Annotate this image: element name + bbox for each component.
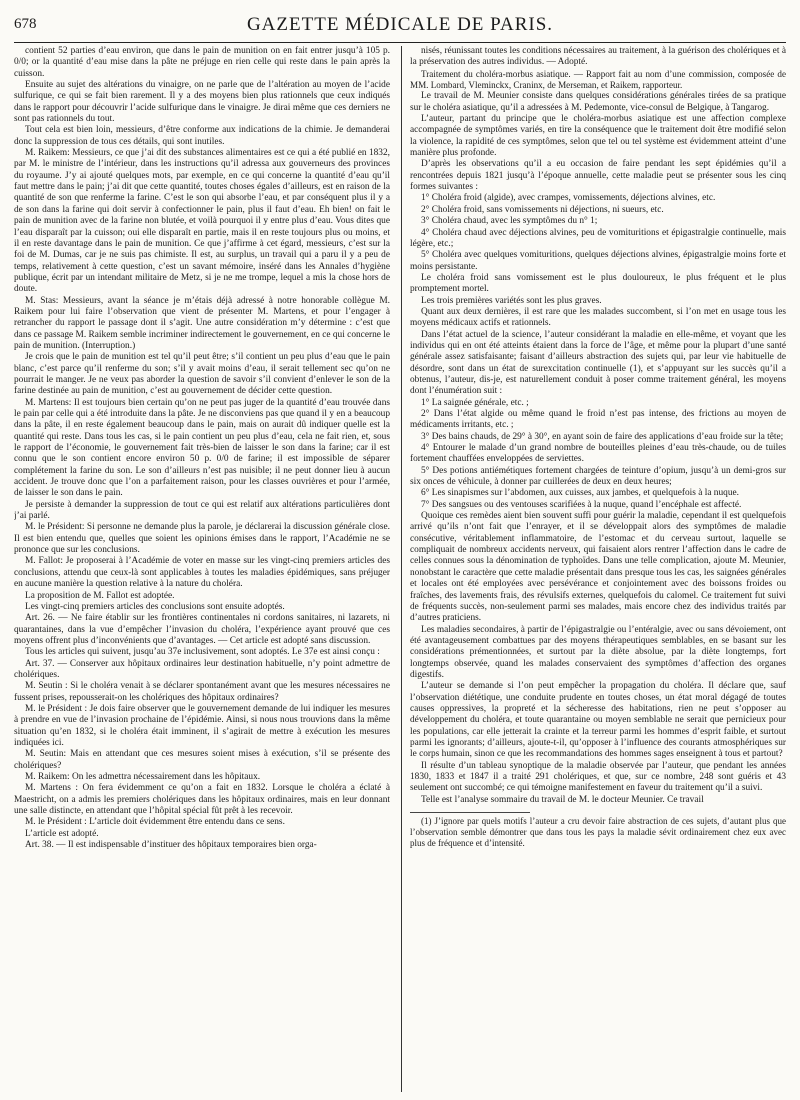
- list-item: 3° Des bains chauds, de 29° à 30°, en ayant soin de faire des applications d’eau froide sur la tête;: [421, 431, 784, 442]
- paragraph: nisés, réunissant toutes les conditions nécessaires au traitement, à la guérison des cholériques et à la préservation des autres individus. — Adopté.: [410, 46, 786, 68]
- list-item: 7° Des sangsues ou des ventouses scarifiées à la nuque, quand l’encéphale est affecté.: [421, 499, 742, 510]
- paragraph: La proposition de M. Fallot est adoptée.: [25, 590, 175, 601]
- paragraph: L’auteur, partant du principe que le choléra-morbus asiatique est une affection complexe accompagnée de symptômes variés, en tire la conséquence que le traitement doit être modifié selon la violence, la rapidité de ces symptômes, selon que tel ou tel système est évidemment atteint d’une manière plus profonde.: [410, 114, 786, 159]
- list-item: 6° Les sinapismes sur l’abdomen, aux cuisses, aux jambes, et quelquefois à la nuque.: [421, 488, 739, 499]
- paragraph: Le choléra froid sans vomissement est le plus douloureux, le plus fréquent et le plus promptement mortel.: [410, 272, 786, 295]
- paragraph: M. Fallot: Je proposerai à l’Académie de voter en masse sur les vingt-cinq premiers articles des conclusions, attendu que ceux-là sont applicables à toutes les maladies épidémiques, sans préjuger en aucune manière la question relative à la nature du choléra.: [14, 556, 390, 590]
- paragraph: Il résulte d’un tableau synoptique de la maladie observée par l’auteur, que pendant les années 1830, 1833 et 1847 il a traité 291 cholériques, et que, sur ce nombre, 248 sont guéris et 43 seulement ont succombé; ce qui témoigne manifestement en faveur du traitement qu’il a suivi.: [410, 760, 786, 794]
- paragraph: M. Martens: Il est toujours bien certain qu’on ne peut pas juger de la quantité d’eau trouvée dans le pain par celle qui a été introduite dans la pâte. Je ne disconviens pas que quand il y en a beaucoup dans la pâte, il en reste également beaucoup dans le pain, mais on aurait dû indiquer quelle est la quantité qui reste. Dans tous les cas, si le pain contient un peu plus d’eau, cela ne fait rien, et, sous le rapport de l’économie, le gouvernement fait très-bien de laisser le son dans la farine; car il est connu que le son contient encore environ 50 p. 0/0 de farine; il est impossible de séparer complétement la farine du son. Le son d’ailleurs n’est pas nuisible; il ne peut donner lieu à aucun accident. Je trouve donc que l’on a parfaitement raison, pour les classes ouvrières et pour l’armée, de laisser le son dans le pain.: [14, 397, 390, 499]
- footnote-rule: [410, 812, 530, 813]
- paragraph: Quoique ces remèdes aient bien souvent suffi pour guérir la maladie, cependant il est quelquefois arrivé qu’ils n’ont fait que l’enrayer, et il se développait alors des symptômes de maladie consécutive, véritablement inflammatoire, de l’estomac et du cerveau surtout, laquelle se compliquait de nombreux accidents nerveux, qui faisaient alors rentrer l’affection dans le cadre de celles connues sous la dénomination de typhoïdes. Dans une telle complication, ajoute M. Meunier, nonobstant le caractère que cette maladie présentait dans presque tous les cas, les saignées générales et locales ont été employées avec persévérance et conjointement avec des boissons froides ou fraîches, des lavements frais, des révulsifs externes, quelquefois du calomel. Ce traitement fut suivi de fréquents succès, non-seulement parmi ses malades, mais encore chez des individus traités par d’autres praticiens.: [410, 511, 786, 624]
- list-item: 5° Choléra avec quelques vomituritions, quelques déjections alvines, épigastralgie moins forte et moins persistante.: [410, 250, 786, 272]
- paragraph: M. Stas: Messieurs, avant la séance je m’étais déjà adressé à notre honorable collègue M. Raikem pour lui faire l’observation que vient de présenter M. Martens, et pour l’engager à retrancher du rapport le passage dont il s’agit. Une autre considération m’y détermine : c’est que dans ce passage M. Raikem semble incriminer indirectement le gouvernement, en ce qui concerne le pain de munition. (Interruption.): [14, 295, 390, 351]
- list-item: 2° Dans l’état algide ou même quand le froid n’est pas intense, des frictions au moyen de médicaments irritants, etc. ;: [410, 409, 786, 431]
- paragraph: M. le Président : L’article doit évidemment être entendu dans ce sens.: [25, 817, 285, 828]
- section-heading: Traitement du choléra-morbus asiatique. — Rapport fait au nom d’une commission, composée de MM. Lombard, Vleminckx, Craninx, de Merseman, et Raikem, rapporteur.: [410, 68, 786, 91]
- paragraph: D’après les observations qu’il a eu occasion de faire pendant les sept épidémies qu’il a rencontrées depuis 1821 jusqu’à l’époque annuelle, cette maladie peut se présenter sous les cinq formes suivantes :: [410, 159, 786, 193]
- paragraph: Art. 26. — Ne faire établir sur les frontières continentales ni cordons sanitaires, ni lazarets, ni quarantaines, dans la vue d’empêcher l’invasion du choléra, l’expérience ayant prouvé que ces moyens offrent plus d’inconvénients que d’avantages. — Cet article est adopté sans discussion.: [14, 613, 390, 646]
- journal-title: GAZETTE MÉDICALE DE PARIS.: [246, 14, 554, 35]
- paragraph: M. Raikem: Messieurs, ce que j’ai dit des substances alimentaires est ce qui a été publié en 1832, par M. le ministre de l’intérieur, dans les instructions qu’il adressa aux gouverneurs des provinces du royaume. J’y ai ajouté quelques mots, par exemple, en ce qui concerne la quantité d’eau qu’il faut mettre dans le pain; j’ai dit que cette quantité, toutes choses égales d’ailleurs, est en raison de la quantité de son que renferme la farine. C’est le son qui absorbe l’eau, et par conséquent plus il y a de son dans la farine qui doit servir à confectionner le pain, plus il faut d’eau. Eh bien! on fait le pain de munition avec de la farine non blutée, et voilà pourquoi il y entre plus d’eau. Vous dites que l’eau disparaît par la cuisson; oui elle disparaît en partie, mais il en reste toujours plus ou moins, et il en reste davantage dans le pain de munition. Ce que j’affirme à cet égard, messieurs, c’est sur la foi de M. Dumas, car je ne suis pas chimiste. Il est, au surplus, un travail qui a paru il y a peu de temps, relativement à cette question, c’est un savant mémoire, inséré dans les Annales d’hygiène publique, écrit par un intendant militaire de Metz, si je ne me trompe, lequel a mis la chose hors de doute.: [14, 148, 390, 295]
- paragraph: Art. 38. — Il est indispensable d’instituer des hôpitaux temporaires bien orga-: [25, 840, 317, 851]
- paragraph: Les vingt-cinq premiers articles des conclusions sont ensuite adoptés.: [25, 601, 285, 612]
- header-rule: [14, 42, 786, 43]
- paragraph: M. Seutin: Mais en attendant que ces mesures soient mises à exécution, s’il se présente des cholériques?: [14, 749, 390, 771]
- column-divider: [401, 46, 402, 1092]
- paragraph: M. le Président : Je dois faire observer que le gouvernement demande de lui indiquer les mesures à prendre en vue de l’invasion prochaine de l’épidémie. Ainsi, si nous nous trouvions dans la même situation qu’en 1832, si le choléra était imminent, il s’agirait de mettre à exécution les mesures indiquées ici.: [14, 703, 390, 748]
- page-number: 678: [14, 16, 37, 32]
- paragraph: Les maladies secondaires, à partir de l’épigastralgie ou l’entéralgie, avec ou sans dévoiement, ont été avantageusement combattues par des moyens thérapeutiques semblables, en se basant sur les considérations prémentionnées, et surtout par la diète absolue, par la diète longtemps, fort longtemps observée, quand les malades conservaient des symptômes d’affection des organes digestifs.: [410, 624, 786, 680]
- paragraph: L’auteur se demande si l’on peut empêcher la propagation du choléra. Il déclare que, sauf l’observation diététique, une conduite prudente en toutes choses, un état moral dégagé de toutes causes oppressives, la propreté et la sécheresse des habitations, rien ne peut s’opposer au développement du choléra, et toute quarantaine ou moyen semblable ne serait que pernicieux pour les populations, car elle jetterait la crainte et la terreur parmi les hommes d’esprit faible, et surtout parmi les ignorants; d’ailleurs, ajoute-t-il, qu’opposer à l’influence des courants atmosphériques sur le corps humain, sinon ce que les recommandations des hommes sages enseignent à tous et partout?: [410, 681, 786, 760]
- paragraph: M. le Président: Si personne ne demande plus la parole, je déclarerai la discussion générale close. Il est bien entendu que, quelles que soient les opinions émises dans le rapport, l’Académie ne se prononce que sur les conclusions.: [14, 522, 390, 556]
- list-item: 4° Entourer le malade d’un grand nombre de bouteilles pleines d’eau très-chaude, ou de tuiles fortement chauffées enveloppées de serviettes.: [410, 443, 786, 465]
- paragraph: Je persiste à demander la suppression de tout ce qui est relatif aux altérations particulières dont j’ai parlé.: [14, 499, 390, 522]
- paragraph: Telle est l’analyse sommaire du travail de M. le docteur Meunier. Ce travail: [421, 794, 704, 805]
- list-item: 3° Choléra chaud, avec les symptômes du n° 1;: [421, 216, 598, 227]
- paragraph: M. Seutin : Si le choléra venait à se déclarer spontanément avant que les mesures nécessaires ne fussent prises, repousserait-on les cholériques des hôpitaux ordinaires?: [14, 681, 390, 703]
- list-item: 1° Choléra froid (algide), avec crampes, vomissements, déjections alvines, etc.: [421, 193, 716, 204]
- paragraph: Tout cela est bien loin, messieurs, d’être conforme aux indications de la chimie. Je demanderai donc la suppression de tous ces détails, qui sont inutiles.: [14, 125, 390, 147]
- list-item: 4° Choléra chaud avec déjections alvines, peu de vomituritions et épigastralgie continuelle, mais légère, etc.;: [410, 227, 786, 249]
- paragraph: Tous les articles qui suivent, jusqu’au 37e inclusivement, sont adoptés. Le 37e est ainsi conçu :: [25, 647, 380, 658]
- paragraph: Les trois premières variétés sont les plus graves.: [421, 295, 602, 306]
- page-header: [14, 16, 786, 38]
- paragraph: M. Martens : On fera évidemment ce qu’on a fait en 1832. Lorsque le choléra a éclaté à Maestricht, on a admis les premiers cholériques dans les hôpitaux ordinaires, mais en leur donnant une salle distincte, en attendant que l’hôpital spécial fût prêt à les recevoir.: [14, 783, 390, 817]
- paragraph: Je crois que le pain de munition est tel qu’il peut être; s’il contient un peu plus d’eau que le pain blanc, c’est parce qu’il renferme du son; s’il y avait moins d’eau, il serait tellement sec qu’on ne pourrait le manger. Je ne veux pas aborder la question de savoir s’il convient d’enlever le son de la farine destinée au pain de munition, c’est au gouvernement de décider cette question.: [14, 352, 390, 397]
- paragraph: contient 52 parties d’eau environ, que dans le pain de munition on en fait entrer jusqu’à 105 p. 0/0; or la quantité d’eau mise dans la pâte ne préjuge en rien celle qui reste dans le pain après la cuisson.: [14, 46, 390, 79]
- paragraph: Ensuite au sujet des altérations du vinaigre, on ne parle que de l’altération au moyen de l’acide sulfurique, ce qui se fait bien rarement. Il y a des moyens bien plus rationnels que ceux indiqués dans le rapport pour découvrir l’acide sulfurique dans le vinaigre. Je dirai même que ces derniers ne sont pas rationnels du tout.: [14, 80, 390, 125]
- right-column: [410, 46, 786, 1092]
- paragraph: Art. 37. — Conserver aux hôpitaux ordinaires leur destination habituelle, n’y point admettre de cholériques.: [14, 658, 390, 680]
- paragraph: M. Raikem: On les admettra nécessairement dans les hôpitaux.: [25, 772, 261, 782]
- paragraph: Quant aux deux dernières, il est rare que les malades succombent, si l’on met en usage tous les moyens médicaux actifs et rationnels.: [410, 306, 786, 329]
- paragraph: Dans l’état actuel de la science, l’auteur considérant la maladie en elle-même, et voyant que les individus qui en ont été atteints étaient dans la force de l’âge, et même pour la plupart d’une santé générale assez satisfaisante; faisant d’ailleurs abstraction des sujets qui, par leur vie habituelle de désordre, sont dans un état de surexcitation continuelle (1), et s’appuyant sur les succès qu’il a obtenus, l’auteur, dis-je, est naturellement conduit à poser comme traitement général, les moyens dont l’énumération suit :: [410, 329, 786, 397]
- left-column: [14, 46, 390, 1092]
- footnote: (1) J’ignore par quels motifs l’auteur a cru devoir faire abstraction de ces sujets, d’autant plus que l’observation semble démontrer que dans tous les pays la maladie sévit ordinairement chez eux avec plus de fréquence et d’intensité.: [410, 816, 786, 849]
- paragraph: L’article est adopté.: [25, 828, 99, 839]
- paragraph: Le travail de M. Meunier consiste dans quelques considérations générales tirées de sa pratique sur le choléra asiatique, qu’il a adressées à M. Pedemonte, vice-consul de Belgique, à Tangarog.: [410, 91, 786, 113]
- list-item: 5° Des potions antiémétiques fortement chargées de teinture d’opium, jusqu’à un demi-gros sur six onces de véhicule, à donner par cuillerées de deux en deux heures;: [410, 465, 786, 488]
- list-item: 2° Choléra froid, sans vomissements ni déjections, ni sueurs, etc.: [421, 204, 664, 215]
- list-item: 1° La saignée générale, etc. ;: [421, 397, 529, 408]
